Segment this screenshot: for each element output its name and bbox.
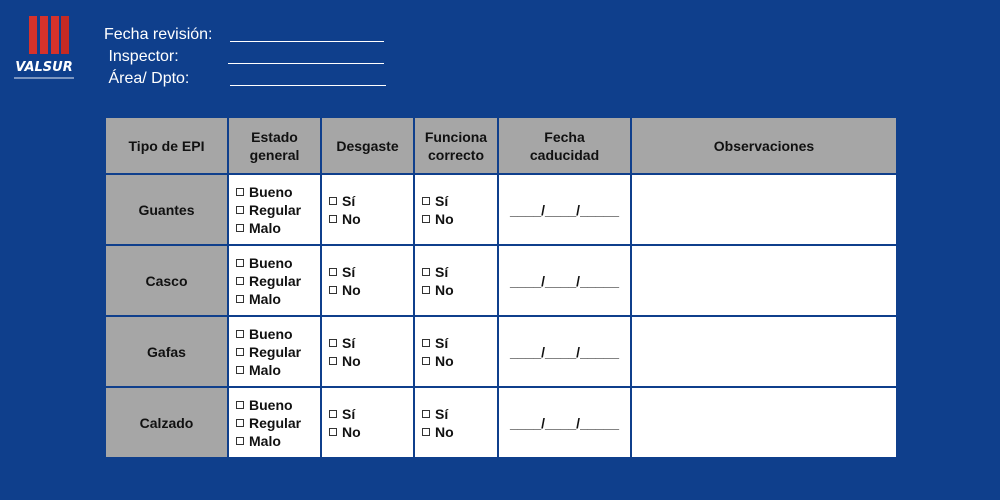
cell-fecha-caducidad[interactable]: ____/____/_____ (498, 316, 631, 387)
logo-tagline-line (14, 77, 74, 79)
checkbox-option[interactable]: Regular (236, 414, 320, 432)
checkbox-option[interactable]: Sí (422, 192, 497, 210)
checkbox-option[interactable]: Bueno (236, 325, 320, 343)
cell-estado (228, 174, 321, 245)
checkbox-option[interactable]: No (329, 210, 413, 228)
cell-tipo: Casco (105, 245, 228, 316)
table-row (105, 387, 897, 458)
checkbox-icon (329, 197, 337, 205)
checkbox-icon (422, 357, 430, 365)
checkbox-icon (422, 428, 430, 436)
cell-observaciones[interactable] (631, 387, 897, 458)
checkbox-option[interactable]: No (329, 281, 413, 299)
cell-funciona (414, 387, 498, 458)
checkbox-icon (329, 215, 337, 223)
cell-observaciones[interactable] (631, 174, 897, 245)
checkbox-icon (329, 428, 337, 436)
field-label-inspector: Inspector: (104, 48, 179, 65)
checkbox-icon (236, 295, 244, 303)
checkbox-icon (422, 339, 430, 347)
checkbox-icon (422, 268, 430, 276)
cell-funciona (414, 174, 498, 245)
header-tipo-epi: Tipo de EPI (105, 117, 228, 174)
cell-estado (228, 387, 321, 458)
field-label-area-dpto: Área/ Dpto: (104, 70, 190, 87)
checkbox-icon (236, 419, 244, 427)
cell-observaciones[interactable] (631, 316, 897, 387)
header-fecha-caducidad: Fecha caducidad (498, 117, 631, 174)
cell-tipo: Guantes (105, 174, 228, 245)
field-label-fecha-revision: Fecha revisión: (104, 26, 213, 43)
checkbox-icon (236, 401, 244, 409)
cell-desgaste (321, 316, 414, 387)
cell-tipo: Gafas (105, 316, 228, 387)
checkbox-option[interactable]: No (422, 210, 497, 228)
checkbox-icon (329, 286, 337, 294)
field-line-inspector[interactable] (228, 63, 384, 64)
checkbox-icon (236, 224, 244, 232)
header-desgaste: Desgaste (321, 117, 414, 174)
header-estado-general: Estado general (228, 117, 321, 174)
cell-desgaste (321, 245, 414, 316)
checkbox-option[interactable]: Sí (329, 192, 413, 210)
checkbox-option[interactable]: Sí (329, 334, 413, 352)
checkbox-option[interactable]: Bueno (236, 396, 320, 414)
checkbox-option[interactable]: Sí (329, 405, 413, 423)
checkbox-option[interactable]: No (329, 352, 413, 370)
checkbox-icon (329, 357, 337, 365)
checkbox-icon (236, 206, 244, 214)
checkbox-option[interactable]: Regular (236, 272, 320, 290)
cell-funciona (414, 245, 498, 316)
checkbox-icon (422, 197, 430, 205)
checkbox-option[interactable]: No (422, 423, 497, 441)
cell-estado (228, 245, 321, 316)
checkbox-option[interactable]: Bueno (236, 183, 320, 201)
table-row (105, 245, 897, 316)
cell-fecha-caducidad[interactable]: ____/____/_____ (498, 245, 631, 316)
cell-tipo: Calzado (105, 387, 228, 458)
header-observaciones: Observaciones (631, 117, 897, 174)
checkbox-option[interactable]: Sí (422, 405, 497, 423)
checkbox-option[interactable]: No (422, 281, 497, 299)
table-header-row (105, 117, 897, 174)
checkbox-icon (329, 268, 337, 276)
checkbox-icon (236, 277, 244, 285)
checkbox-option[interactable]: Malo (236, 219, 320, 237)
checkbox-icon (236, 437, 244, 445)
cell-fecha-caducidad[interactable]: ____/____/_____ (498, 174, 631, 245)
checkbox-icon (329, 410, 337, 418)
table-row (105, 174, 897, 245)
checkbox-icon (236, 259, 244, 267)
checkbox-option[interactable]: Regular (236, 343, 320, 361)
cell-funciona (414, 316, 498, 387)
checkbox-icon (236, 330, 244, 338)
checkbox-option[interactable]: Sí (422, 263, 497, 281)
checkbox-icon (236, 188, 244, 196)
checkbox-option[interactable]: Sí (329, 263, 413, 281)
checkbox-option[interactable]: Sí (422, 334, 497, 352)
logo-bars-icon (14, 14, 74, 60)
cell-fecha-caducidad[interactable]: ____/____/_____ (498, 387, 631, 458)
checkbox-icon (236, 366, 244, 374)
checkbox-option[interactable]: Regular (236, 201, 320, 219)
cell-estado (228, 316, 321, 387)
checkbox-icon (422, 410, 430, 418)
epi-inspection-table (104, 116, 898, 459)
cell-desgaste (321, 387, 414, 458)
logo-text: VALSUR (15, 60, 73, 75)
checkbox-option[interactable]: No (329, 423, 413, 441)
field-line-fecha-revision[interactable] (230, 41, 384, 42)
cell-observaciones[interactable] (631, 245, 897, 316)
checkbox-option[interactable]: Malo (236, 361, 320, 379)
checkbox-option[interactable]: Malo (236, 290, 320, 308)
valsur-logo (14, 14, 74, 84)
checkbox-option[interactable]: Malo (236, 432, 320, 450)
table-row (105, 316, 897, 387)
header-funciona-correcto: Funciona correcto (414, 117, 498, 174)
cell-desgaste (321, 174, 414, 245)
checkbox-icon (422, 286, 430, 294)
checkbox-option[interactable]: Bueno (236, 254, 320, 272)
field-line-area-dpto[interactable] (230, 85, 386, 86)
checkbox-icon (236, 348, 244, 356)
checkbox-option[interactable]: No (422, 352, 497, 370)
checkbox-icon (329, 339, 337, 347)
checkbox-icon (422, 215, 430, 223)
